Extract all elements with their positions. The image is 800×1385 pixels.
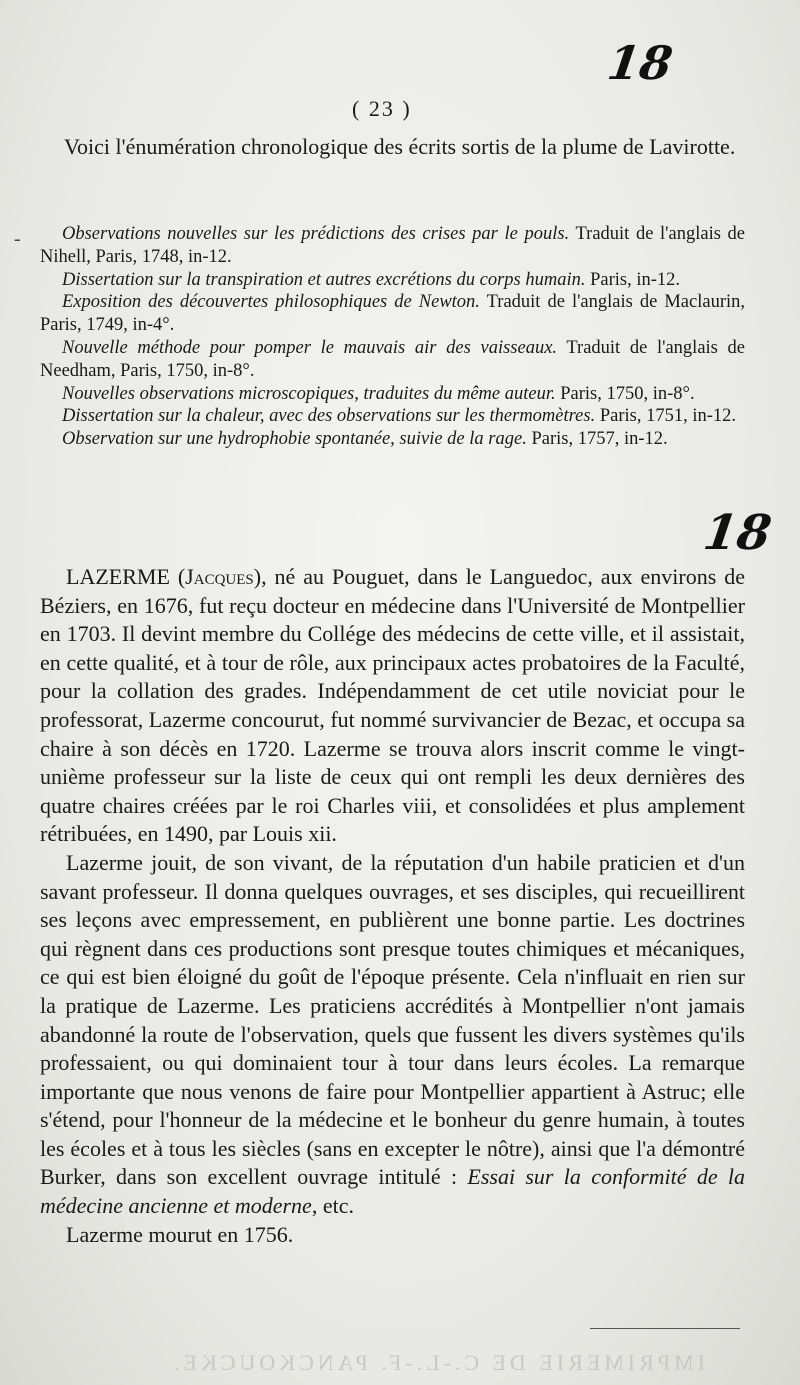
biography-section bbox=[40, 563, 745, 1249]
intro-text: Voici l'énumération chronologique des écrits sortis de la plume de Lavirotte. bbox=[64, 134, 736, 159]
bibliography-entry bbox=[40, 428, 745, 451]
handwritten-page-number: 18 bbox=[604, 36, 676, 90]
bibliography-entry bbox=[40, 269, 745, 292]
biography-p2-end: , etc. bbox=[311, 1193, 354, 1219]
intro-paragraph bbox=[40, 132, 745, 162]
bibliography-entry bbox=[40, 291, 745, 337]
work-title: Observations nouvelles sur les prédictions des crises par le pouls. bbox=[62, 224, 570, 244]
biography-p3-text: Lazerme mourut en 1756. bbox=[66, 1221, 294, 1247]
work-title: Observation sur une hydrophobie spontanée, suivie de la rage. bbox=[62, 429, 527, 450]
work-details: Paris, 1750, in-8°. bbox=[555, 383, 695, 404]
handwritten-margin-number: 18 bbox=[700, 505, 775, 561]
bibliography-entry bbox=[40, 383, 745, 406]
biography-p2-text: Lazerme jouit, de son vivant, de la réputation d'un habile praticien et d'un savant professeur. Il donna quelques ouvrages, et ses disciples, qui recueillirent ses leçons avec empressement, en publièrent une bonne partie. Les doctrines qui règnent dans ces productions sont presque toutes chimiques et mécaniques, ce qui est bien éloigné du goût de l'époque présente. Cela n'influait en rien sur la pratique de Lazerme. Les praticiens accrédités à Montpellier n'ont jamais abandonné la route de l'observation, quels que fussent les divers systèmes qu'ils professaient, ou qui dominaient tour à tour dans leurs écoles. La remarque importante que nous venons de faire pour Montpellier appartient à Astruc; elle s'étend, pour l'honneur de la médecine et le bonheur du genre humain, à toutes les écoles et à tous les siècles (sans en excepter le nôtre), ainsi que l'a démontré Burker, dans son excellent ouvrage intitulé : bbox=[40, 849, 745, 1190]
work-title: Dissertation sur la transpiration et autres excrétions du corps humain. bbox=[62, 269, 586, 290]
work-title: Dissertation sur la chaleur, avec des observations sur les thermomètres. bbox=[62, 406, 596, 427]
biography-paragraph-3 bbox=[40, 1221, 745, 1250]
work-details: Paris, in-12. bbox=[585, 269, 681, 290]
margin-mark: - bbox=[14, 228, 21, 250]
work-details: Paris, 1757, in-12. bbox=[526, 429, 668, 450]
page-number: ( 23 ) bbox=[352, 96, 412, 121]
biography-name: LAZERME bbox=[66, 564, 170, 589]
bibliography-entry bbox=[40, 223, 745, 269]
biography-p1-text: ), né au Pouguet, dans le Languedoc, aux environs de Béziers, en 1676, fut reçu docteur en médecine dans l'Université de Montpellier en 1703. Il devint membre du Collége des médecins de cette ville, et il assistait, en cette qualité, et à tour de rôle, aux principaux actes probatoires de la Faculté, pour la collation des grades. Indépendamment de cet utile noviciat pour le professorat, Lazerme concourut, fut nommé survivancier de Bezac, et occupa sa chaire à son décès en 1720. Lazerme se trouva alors inscrit comme le vingt-unième professeur sur la liste de ceux qui ont rempli les deux dernières des quatre chaires créées par le roi Charles viii, et consolidées et plus amplement rétribuées, en 1490, par Louis xii. bbox=[40, 564, 745, 847]
work-details: Paris, 1751, in-12. bbox=[595, 406, 737, 427]
work-details: Traduit de l'anglais de Maclaurin, Paris, 1749, in-4°. bbox=[40, 292, 745, 336]
biography-paragraph-1: LAZERME (Jacques), né au Pouguet, dans le Languedoc, aux environs de Béziers, en 1676, fut reçu docteur en médecine dans l'Université de Montpellier en 1703. Il devint membre du Collége des médecins de cette ville, et il assistait, en cette qualité, et à tour de rôle, aux principaux actes probatoires de la Faculté, pour la collation des grades. Indépendamment de cet utile noviciat pour le professorat, Lazerme concourut, fut nommé survivancier de Bezac, et occupa sa chaire à son décès en 1720. Lazerme se trouva alors inscrit comme le vingt-unième professeur sur la liste de ceux qui ont rempli les deux dernières des quatre chaires créées par le roi Charles viii, et consolidées et plus amplement rétribuées, en 1490, par Louis xii. bbox=[40, 564, 745, 847]
bibliography-list bbox=[40, 223, 745, 451]
cited-work-title: Essai sur la conformité de la médecine ancienne et moderne bbox=[40, 1164, 745, 1219]
biography-firstname: Jacques bbox=[185, 564, 254, 589]
work-title: Exposition des découvertes philosophiques de Newton. bbox=[62, 292, 480, 313]
bibliography-entry bbox=[40, 405, 745, 428]
bibliography-entry bbox=[40, 337, 745, 383]
work-title: Nouvelles observations microscopiques, traduites du même auteur. bbox=[62, 383, 556, 404]
work-details: Traduit de l'anglais de Needham, Paris, 1750, in-8°. bbox=[40, 337, 745, 381]
biography-paragraph-2 bbox=[40, 849, 745, 1221]
work-details: Traduit de l'anglais de Nihell, Paris, 1748, in-12. bbox=[40, 224, 745, 267]
closing-rule bbox=[590, 1328, 740, 1329]
work-title: Nouvelle méthode pour pomper le mauvais air des vaisseaux. bbox=[62, 337, 558, 358]
bleed-through-text: IMPRIMERIE DE C.-L.-F. PANCKOUCKE. bbox=[170, 1350, 705, 1375]
